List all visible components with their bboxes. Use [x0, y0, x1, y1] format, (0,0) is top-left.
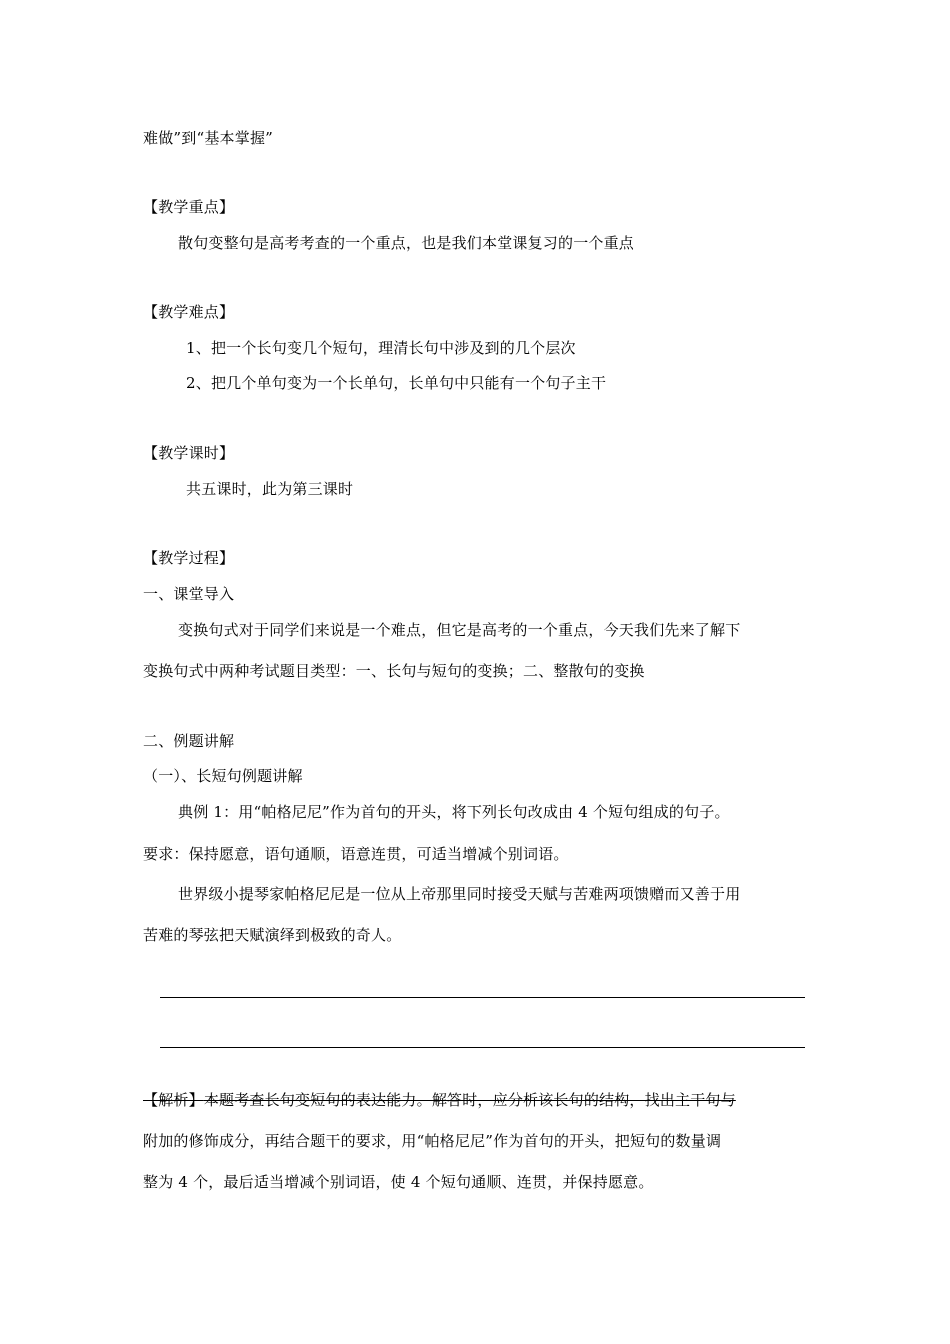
answer-line-1 [160, 997, 805, 998]
intro-tail-text: 难做”到“基本掌握” [143, 129, 274, 147]
key-points-heading: 【教学重点】 [143, 198, 235, 216]
section1-paragraph-line-1: 变换句式对于同学们来说是一个难点，但它是高考的一个重点，今天我们先来了解下 [178, 621, 741, 639]
section1-paragraph-line-2: 变换句式中两种考试题目类型：一、长句与短句的变换；二、整散句的变换 [143, 662, 645, 680]
difficulty-item-2: 2、把几个单句变为一个长单句，长单句中只能有一个句子主干 [186, 374, 607, 392]
key-points-text: 散句变整句是高考考查的一个重点，也是我们本堂课复习的一个重点 [178, 234, 635, 252]
section2-title: 二、例题讲解 [143, 732, 235, 750]
answer-line-2 [160, 1047, 805, 1048]
analysis-line-3: 整为 4 个，最后适当增减个别词语，使 4 个短句通顺、连贯，并保持愿意。 [143, 1173, 654, 1191]
class-hours-heading: 【教学课时】 [143, 444, 235, 462]
passage-line-2: 苦难的琴弦把天赋演绎到极致的奇人。 [143, 926, 402, 944]
passage-line-1: 世界级小提琴家帕格尼尼是一位从上帝那里同时接受天赋与苦难两项馈赠而又善于用 [178, 885, 741, 903]
analysis-text-line-1: 本题考查长句变短句的表达能力。解答时，应分析该长句的结构，找出主干句与 [203, 1091, 736, 1109]
difficulties-heading: 【教学难点】 [143, 303, 235, 321]
class-hours-text: 共五课时，此为第三课时 [186, 480, 354, 498]
analysis-line-1 [143, 1090, 736, 1110]
process-heading: 【教学过程】 [143, 549, 235, 567]
analysis-line-2: 附加的修饰成分，再结合题干的要求，用“帕格尼尼”作为首句的开头，把短句的数量调 [143, 1132, 722, 1150]
subsection1-title: （一）、长短句例题讲解 [143, 767, 303, 785]
section1-title: 一、课堂导入 [143, 585, 235, 603]
example-line-1: 典例 1：用“帕格尼尼”作为首句的开头，将下列长句改成由 4 个短句组成的句子。 [178, 803, 730, 821]
analysis-label: 【解析】 [143, 1091, 204, 1109]
example-line-2: 要求：保持愿意，语句通顺，语意连贯，可适当增减个别词语。 [143, 845, 569, 863]
difficulty-item-1: 1、把一个长句变几个短句，理清长句中涉及到的几个层次 [186, 339, 576, 357]
